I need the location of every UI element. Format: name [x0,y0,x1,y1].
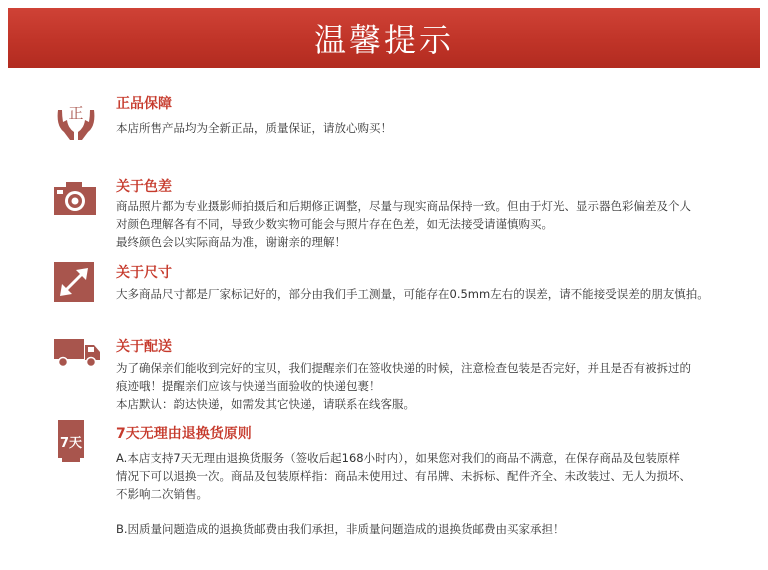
hands-quality-icon [54,96,98,142]
section-body [116,285,756,303]
section-line: 对颜色理解各有不同，导致少数实物可能会与照片存在色差，如无法接受请谨慎购买。 [116,217,553,231]
seven-days-icon [54,420,88,462]
section-line: 大多商品尺寸都是厂家标记好的，部分由我们手工测量，可能存在0.5mm左右的误差，请不能接受误差的朋友慎拍。 [116,287,709,301]
header-banner [8,8,760,68]
section-line: 痕迹哦！提醒亲们应该与快递当面验收的快递包裹！ [116,379,381,393]
section-line: A.本店支持7天无理由退换货服务（签收后起168小时内），如果您对我们的商品不满意，在保存商品及包装原样 [116,451,680,465]
camera-icon [54,181,96,215]
section-line: 本店默认：韵达快递，如需发其它快递，请联系在线客服。 [116,397,415,411]
section-line: 最终颜色会以实际商品为准，谢谢亲的理解！ [116,235,346,249]
section-heading: 关于配送 [116,339,172,355]
delivery-truck-icon [54,339,100,367]
section-heading: 关于尺寸 [116,265,172,281]
section-body [116,197,756,251]
quality-icon-glyph: 正 [68,104,84,122]
section-body [116,359,756,413]
section-line: 不影响二次销售。 [116,487,208,501]
section-heading: 7天无理由退换货原则 [116,426,252,442]
seven-days-icon-glyph: 7天 [59,436,83,451]
section-body [116,119,756,137]
section-line: 商品照片都为专业摄影师拍摄后和后期修正调整，尽量与现实商品保持一致。但由于灯光、显示器色彩偏差及个人 [116,199,691,213]
resize-arrow-icon [54,262,94,302]
section-heading: 关于色差 [116,179,172,195]
section-line: 为了确保亲们能收到完好的宝贝，我们提醒亲们在签收快递的时候，注意检查包装是否完好，并且是否有被拆过的 [116,361,691,375]
section-body [116,449,756,503]
section-line: 本店所售产品均为全新正品，质量保证，请放心购买！ [116,121,392,135]
section-note [116,520,756,538]
section-line: 情况下可以退换一次。商品及包装原样指：商品未使用过、有吊牌、未拆标、配件齐全、未改装过、无人为损坏、 [116,469,691,483]
banner-title: 温馨提示 [313,21,454,59]
section-note-line: B.因质量问题造成的退换货邮费由我们承担，非质量问题造成的退换货邮费由买家承担！ [116,522,565,536]
section-heading: 正品保障 [116,96,172,112]
